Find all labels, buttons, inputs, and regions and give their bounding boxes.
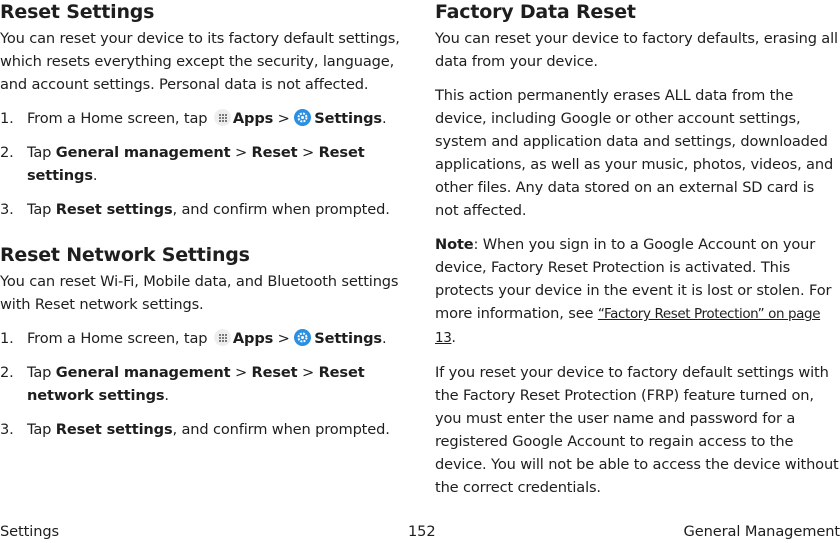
list-item: 1. From a Home screen, tap Apps > Settings. — [0, 330, 387, 347]
reset-network-steps — [0, 327, 408, 441]
frp-page-link[interactable]: “Factory Reset Protection” on page 13 — [435, 306, 821, 346]
footer-chapter: General Management — [683, 523, 840, 540]
apps-icon — [214, 329, 231, 346]
reset-settings-intro: You can reset your device to its factory default settings, which resets everything except the security, language, and account settings. Personal data is not affected. — [0, 30, 400, 93]
factory-reset-warning: This action permanently erases ALL data from the device, including Google or other account settings, system and application data and settings, downloaded applications, as well as your music, photos, videos, and other files. Any data stored on an external SD card is not affected. — [435, 87, 834, 219]
list-item: 2. Tap General management > Reset > Reset network settings. — [0, 364, 365, 404]
right-column — [435, 0, 840, 499]
reset-settings-heading: Reset Settings — [0, 1, 155, 23]
settings-icon — [294, 109, 311, 126]
factory-reset-heading: Factory Data Reset — [435, 1, 636, 23]
apps-icon — [214, 109, 231, 126]
page-number: 152 — [408, 523, 436, 540]
list-item: 3. Tap Reset settings, and confirm when prompted. — [0, 201, 390, 218]
list-item: 3. Tap Reset settings, and confirm when prompted. — [0, 421, 390, 438]
frp-paragraph: If you reset your device to factory default settings with the Factory Reset Protection (FRP) feature turned on, you must enter the user name and password for a registered Google Account to regain access to the device. You will not be able to access the device without the correct credentials. — [435, 364, 839, 496]
reset-network-intro: You can reset Wi-Fi, Mobile data, and Bluetooth settings with Reset network settings. — [0, 273, 399, 313]
reset-network-heading: Reset Network Settings — [0, 244, 250, 266]
left-column — [0, 0, 408, 441]
factory-reset-note: Note: When you sign in to a Google Account on your device, Factory Reset Protection is activated. This protects your device in the event it is lost or stolen. For more information, see “Factory Reset Protection” on page 13. — [435, 236, 832, 346]
reset-settings-steps — [0, 107, 408, 221]
list-item: 1. From a Home screen, tap Apps > Settings. — [0, 110, 387, 127]
page-footer — [0, 522, 840, 542]
note-label: Note — [435, 236, 474, 253]
footer-section: Settings — [0, 523, 60, 540]
list-item: 2. Tap General management > Reset > Reset settings. — [0, 144, 365, 184]
factory-reset-intro: You can reset your device to factory defaults, erasing all data from your device. — [435, 30, 838, 70]
settings-icon — [294, 329, 311, 346]
